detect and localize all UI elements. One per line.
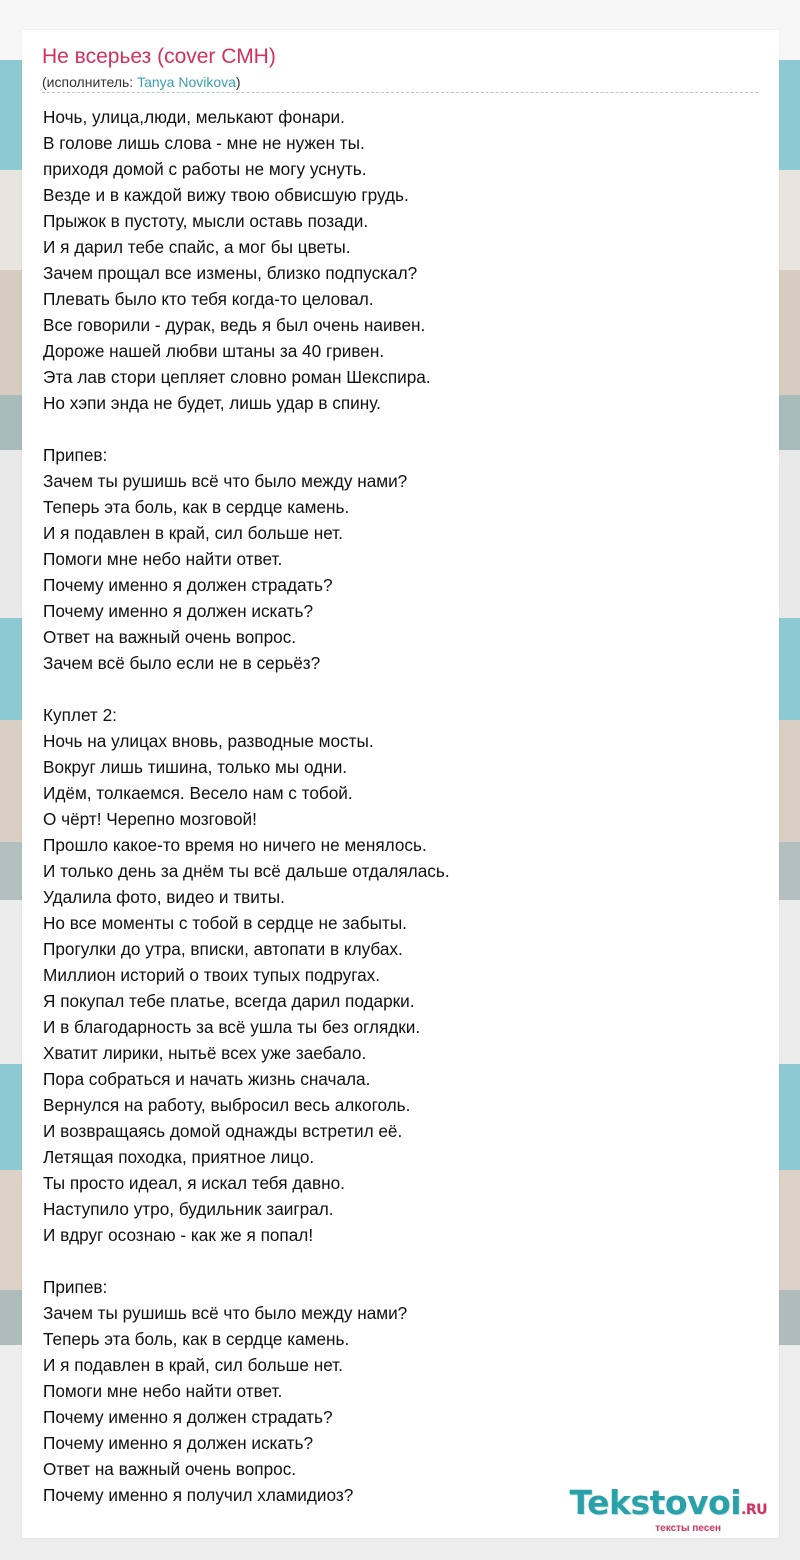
- lyric-line: И возвращаясь домой однажды встретил её.: [43, 1121, 403, 1141]
- logo-wordmark: [569, 1483, 767, 1527]
- lyric-line: Зачем всё было если не в серьёз?: [43, 653, 321, 673]
- lyric-line: Теперь эта боль, как в сердце камень.: [43, 497, 350, 517]
- lyric-line: Пора собраться и начать жизнь сначала.: [43, 1069, 371, 1089]
- lyric-line: Прыжок в пустоту, мысли оставь позади.: [43, 211, 369, 231]
- lyric-line: И я дарил тебе спайс, а мог бы цветы.: [43, 237, 351, 257]
- lyric-line: Идём, толкаемся. Весело нам с тобой.: [43, 783, 353, 803]
- lyric-line: И в благодарность за всё ушла ты без оглядки.: [43, 1017, 421, 1037]
- title-divider: [42, 92, 758, 93]
- lyric-line: Удалила фото, видео и твиты.: [43, 887, 285, 907]
- lyric-line: Я покупал тебе платье, всегда дарил подарки.: [43, 991, 415, 1011]
- logo-name: Tekstovoi: [569, 1483, 742, 1522]
- lyric-line: Плевать было кто тебя когда-то целовал.: [43, 289, 374, 309]
- lyric-line: Везде и в каждой вижу твою обвисшую грудь.: [43, 185, 409, 205]
- performer-suffix: ): [235, 74, 241, 90]
- lyric-line: Ночь, улица,люди, мелькают фонари.: [43, 107, 345, 127]
- lyrics-text: [43, 104, 763, 1508]
- lyric-line: Ответ на важный очень вопрос.: [43, 1459, 297, 1479]
- lyric-line: Ты просто идеал, я искал тебя давно.: [43, 1173, 345, 1193]
- lyric-line: Дороже нашей любви штаны за 40 гривен.: [43, 341, 385, 361]
- lyric-line: Прогулки до утра, вписки, автопати в клубах.: [43, 939, 403, 959]
- lyric-line: Теперь эта боль, как в сердце камень.: [43, 1329, 350, 1349]
- lyric-line: Миллион историй о твоих тупых подругах.: [43, 965, 381, 985]
- lyrics-card: [22, 30, 779, 1538]
- lyric-line: И я подавлен в край, сил больше нет.: [43, 523, 343, 543]
- lyric-blank-line: [43, 676, 763, 702]
- lyric-line: Зачем ты рушишь всё что было между нами?: [43, 1303, 408, 1323]
- lyric-line: Почему именно я должен страдать?: [43, 1407, 333, 1427]
- lyric-line: приходя домой с работы не могу уснуть.: [43, 159, 367, 179]
- lyric-line: Все говорили - дурак, ведь я был очень наивен.: [43, 315, 426, 335]
- lyric-line: Ответ на важный очень вопрос.: [43, 627, 297, 647]
- lyric-line: И только день за днём ты всё дальше отдалялась.: [43, 861, 450, 881]
- logo-tagline: тексты песен: [655, 1523, 721, 1534]
- song-title: Не всерьез (cover СМН): [42, 45, 276, 68]
- lyric-line: Почему именно я должен страдать?: [43, 575, 333, 595]
- lyric-blank-line: [43, 1248, 763, 1274]
- lyric-line: И я подавлен в край, сил больше нет.: [43, 1355, 343, 1375]
- lyric-line: Летящая походка, приятное лицо.: [43, 1147, 315, 1167]
- lyric-line: Вокруг лишь тишина, только мы одни.: [43, 757, 348, 777]
- lyric-line: Куплет 2:: [43, 705, 117, 725]
- lyric-line: Хватит лирики, нытьё всех уже заебало.: [43, 1043, 367, 1063]
- logo-tld: .RU: [741, 1502, 767, 1518]
- lyric-line: Но все моменты с тобой в сердце не забыты.: [43, 913, 407, 933]
- lyric-line: Припев:: [43, 445, 108, 465]
- lyric-line: Прошло какое-то время но ничего не менялось.: [43, 835, 427, 855]
- lyric-line: Зачем ты рушишь всё что было между нами?: [43, 471, 408, 491]
- lyric-line: И вдруг осознаю - как же я попал!: [43, 1225, 314, 1245]
- lyric-line: Почему именно я должен искать?: [43, 601, 314, 621]
- lyric-line: Эта лав стори цепляет словно роман Шекспира.: [43, 367, 431, 387]
- lyric-line: Но хэпи энда не будет, лишь удар в спину.: [43, 393, 381, 413]
- performer-prefix: (исполнитель:: [42, 74, 138, 90]
- site-logo[interactable]: [569, 1483, 767, 1535]
- lyric-line: Помоги мне небо найти ответ.: [43, 549, 283, 569]
- lyric-blank-line: [43, 416, 763, 442]
- lyric-line: Помоги мне небо найти ответ.: [43, 1381, 283, 1401]
- lyric-line: В голове лишь слова - мне не нужен ты.: [43, 133, 365, 153]
- lyric-line: Почему именно я получил хламидиоз?: [43, 1485, 354, 1505]
- lyric-line: Зачем прощал все измены, близко подпускал?: [43, 263, 418, 283]
- lyric-line: Почему именно я должен искать?: [43, 1433, 314, 1453]
- lyric-line: Припев:: [43, 1277, 108, 1297]
- lyric-line: О чёрт! Черепно мозговой!: [43, 809, 257, 829]
- lyric-line: Наступило утро, будильник заиграл.: [43, 1199, 334, 1219]
- lyric-line: Ночь на улицах вновь, разводные мосты.: [43, 731, 374, 751]
- artist-link[interactable]: Tanya Novikova: [137, 74, 236, 90]
- performer-line: [42, 73, 241, 91]
- lyric-line: Вернулся на работу, выбросил весь алкоголь.: [43, 1095, 411, 1115]
